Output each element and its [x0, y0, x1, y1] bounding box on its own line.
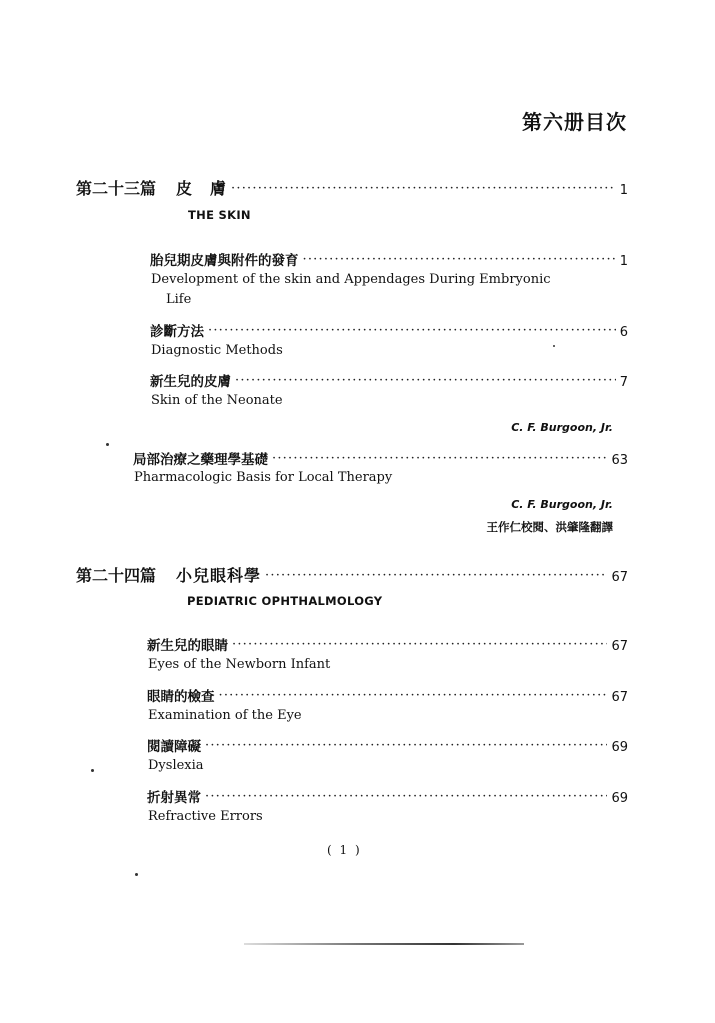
- toc-entry: [150, 370, 628, 390]
- part-english-title: THE SKIN: [188, 208, 251, 222]
- part-title: 皮 膚: [176, 179, 228, 198]
- entry-chinese-title: 胎兒期皮膚與附件的發育: [150, 253, 299, 269]
- translator-credit: 王作仁校閱、洪肇隆翻譯: [486, 520, 613, 534]
- scan-speck: [553, 345, 555, 347]
- part-english-title: PEDIATRIC OPHTHALMOLOGY: [187, 594, 383, 608]
- entry-english-title-cont: Life: [166, 292, 192, 307]
- entry-english-title: Development of the skin and Appendages During Embryonic: [151, 272, 551, 287]
- page-number: 63: [611, 453, 628, 468]
- toc-entry: [133, 448, 628, 468]
- toc-entry: [147, 735, 628, 755]
- entry-english-title: Diagnostic Methods: [151, 343, 283, 358]
- entry-english-title: Skin of the Neonate: [151, 393, 283, 408]
- toc-entry: [147, 786, 628, 806]
- part-heading: [76, 563, 628, 586]
- entry-chinese-title: 閱讀障礙: [147, 739, 201, 755]
- dot-leader: [265, 567, 607, 581]
- page-number: 7: [619, 375, 628, 390]
- entry-english-title: Examination of the Eye: [148, 708, 302, 723]
- entry-english-title: Dyslexia: [148, 758, 204, 773]
- page-number: 67: [611, 690, 628, 705]
- scan-rule: [244, 943, 524, 945]
- toc-entry: [147, 685, 628, 705]
- part-label: 第二十三篇: [76, 179, 157, 198]
- entry-chinese-title: 折射異常: [147, 790, 201, 806]
- toc-title: 第六册目次: [522, 110, 627, 134]
- scan-speck: [135, 873, 138, 876]
- toc-entry: [150, 249, 628, 269]
- dot-leader: [205, 788, 607, 802]
- dot-leader: [219, 687, 608, 701]
- entry-english-title: Pharmacologic Basis for Local Therapy: [134, 470, 393, 485]
- dot-leader: [303, 251, 616, 265]
- dot-leader: [235, 372, 616, 386]
- toc-entry: [150, 320, 628, 340]
- page-number: 1: [619, 183, 628, 198]
- entry-chinese-title: 新生兒的眼睛: [147, 638, 228, 654]
- dot-leader: [205, 737, 607, 751]
- dot-leader: [232, 636, 607, 650]
- dot-leader: [231, 180, 616, 194]
- dot-leader: [208, 322, 616, 336]
- scan-speck: [106, 443, 109, 446]
- page-number: 69: [611, 740, 628, 755]
- entry-chinese-title: 局部治療之藥理學基礎: [133, 452, 268, 468]
- page-number: 6: [619, 325, 628, 340]
- toc-entry: [147, 634, 628, 654]
- scan-speck: [91, 769, 94, 772]
- author-credit: C. F. Burgoon, Jr.: [511, 498, 613, 511]
- entry-english-title: Refractive Errors: [148, 809, 263, 824]
- entry-english-title: Eyes of the Newborn Infant: [148, 657, 331, 672]
- author-credit: C. F. Burgoon, Jr.: [511, 421, 613, 434]
- footer-page-number: ( 1 ): [327, 843, 362, 857]
- part-heading: [76, 176, 628, 199]
- dot-leader: [272, 450, 607, 464]
- page-number: 67: [611, 639, 628, 654]
- part-label: 第二十四篇: [76, 566, 157, 585]
- entry-chinese-title: 診斷方法: [150, 324, 204, 340]
- entry-chinese-title: 新生兒的皮膚: [150, 374, 231, 390]
- page-number: 1: [619, 254, 628, 269]
- page-number: 67: [611, 570, 628, 585]
- part-title: 小兒眼科學: [176, 566, 262, 585]
- entry-chinese-title: 眼睛的檢查: [147, 689, 215, 705]
- page-number: 69: [611, 791, 628, 806]
